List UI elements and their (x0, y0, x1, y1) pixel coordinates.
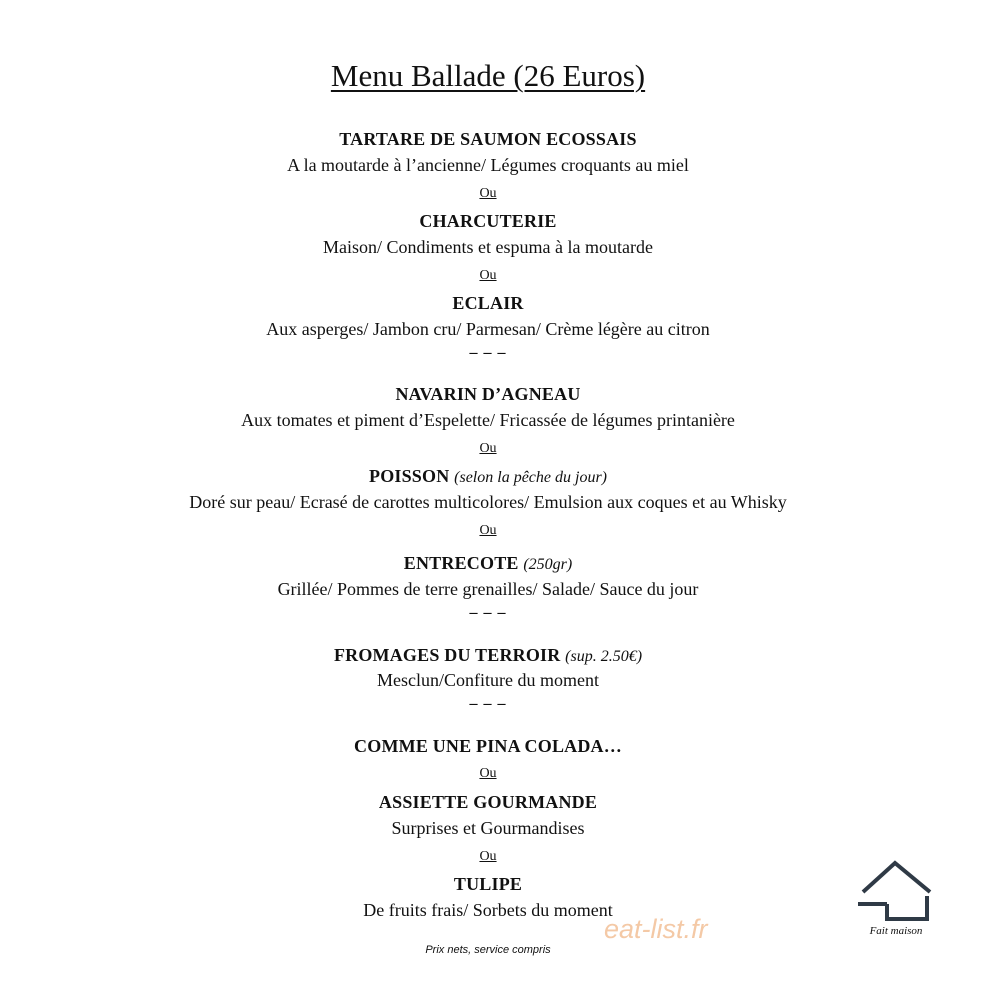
dish-name: TULIPE (453, 874, 523, 894)
watermark: eat-list.fr (604, 914, 708, 944)
logo-label: Fait maison (869, 925, 923, 937)
course-separator: – – – (469, 695, 507, 712)
or-separator: Ou (479, 186, 497, 201)
dish-description: Surprises et Gourmandises (391, 818, 585, 838)
dish-name: CHARCUTERIE (419, 211, 557, 231)
dish-name (0, 644, 976, 668)
or-separator: Ou (479, 766, 497, 781)
dish-name-text: POISSON (369, 466, 450, 486)
price-note: Prix nets, service compris (425, 944, 551, 956)
dish-name: ECLAIR (452, 293, 524, 313)
dish-name (0, 552, 976, 576)
dish-description: Doré sur peau/ Ecrasé de carottes multicolores/ Emulsion aux coques et au Whisky (189, 492, 787, 512)
dish-name (0, 465, 976, 489)
dish-note: (selon la pêche du jour) (454, 469, 607, 486)
dish-name: TARTARE DE SAUMON ECOSSAIS (339, 129, 637, 149)
dish-name-text: ENTRECOTE (403, 553, 519, 573)
dish-description: A la moutarde à l’ancienne/ Légumes croquants au miel (287, 155, 689, 175)
dish-name: COMME UNE PINA COLADA… (354, 736, 622, 756)
dish-note: (250gr) (523, 556, 573, 573)
or-separator: Ou (479, 523, 497, 538)
dish-description: De fruits frais/ Sorbets du moment (363, 900, 613, 920)
course-separator: – – – (469, 604, 507, 621)
dish-description: Aux tomates et piment d’Espelette/ Fricassée de légumes printanière (241, 410, 735, 430)
dish-name-text: FROMAGES DU TERROIR (333, 645, 561, 665)
or-separator: Ou (479, 849, 497, 864)
or-separator: Ou (479, 441, 497, 456)
menu-title: Menu Ballade (26 Euros) (330, 58, 646, 93)
dish-description: Mesclun/Confiture du moment (377, 670, 599, 690)
dish-name: ASSIETTE GOURMANDE (378, 792, 598, 812)
dish-description: Maison/ Condiments et espuma à la moutarde (323, 237, 653, 257)
fait-maison-logo (856, 858, 936, 942)
or-separator: Ou (479, 268, 497, 283)
course-separator: – – – (469, 344, 507, 361)
house-icon (856, 858, 936, 924)
dish-description: Aux asperges/ Jambon cru/ Parmesan/ Crème légère au citron (266, 319, 710, 339)
dish-name: NAVARIN D’AGNEAU (395, 384, 581, 404)
dish-description: Grillée/ Pommes de terre grenailles/ Salade/ Sauce du jour (277, 579, 699, 599)
dish-note: (sup. 2.50€) (565, 648, 643, 665)
